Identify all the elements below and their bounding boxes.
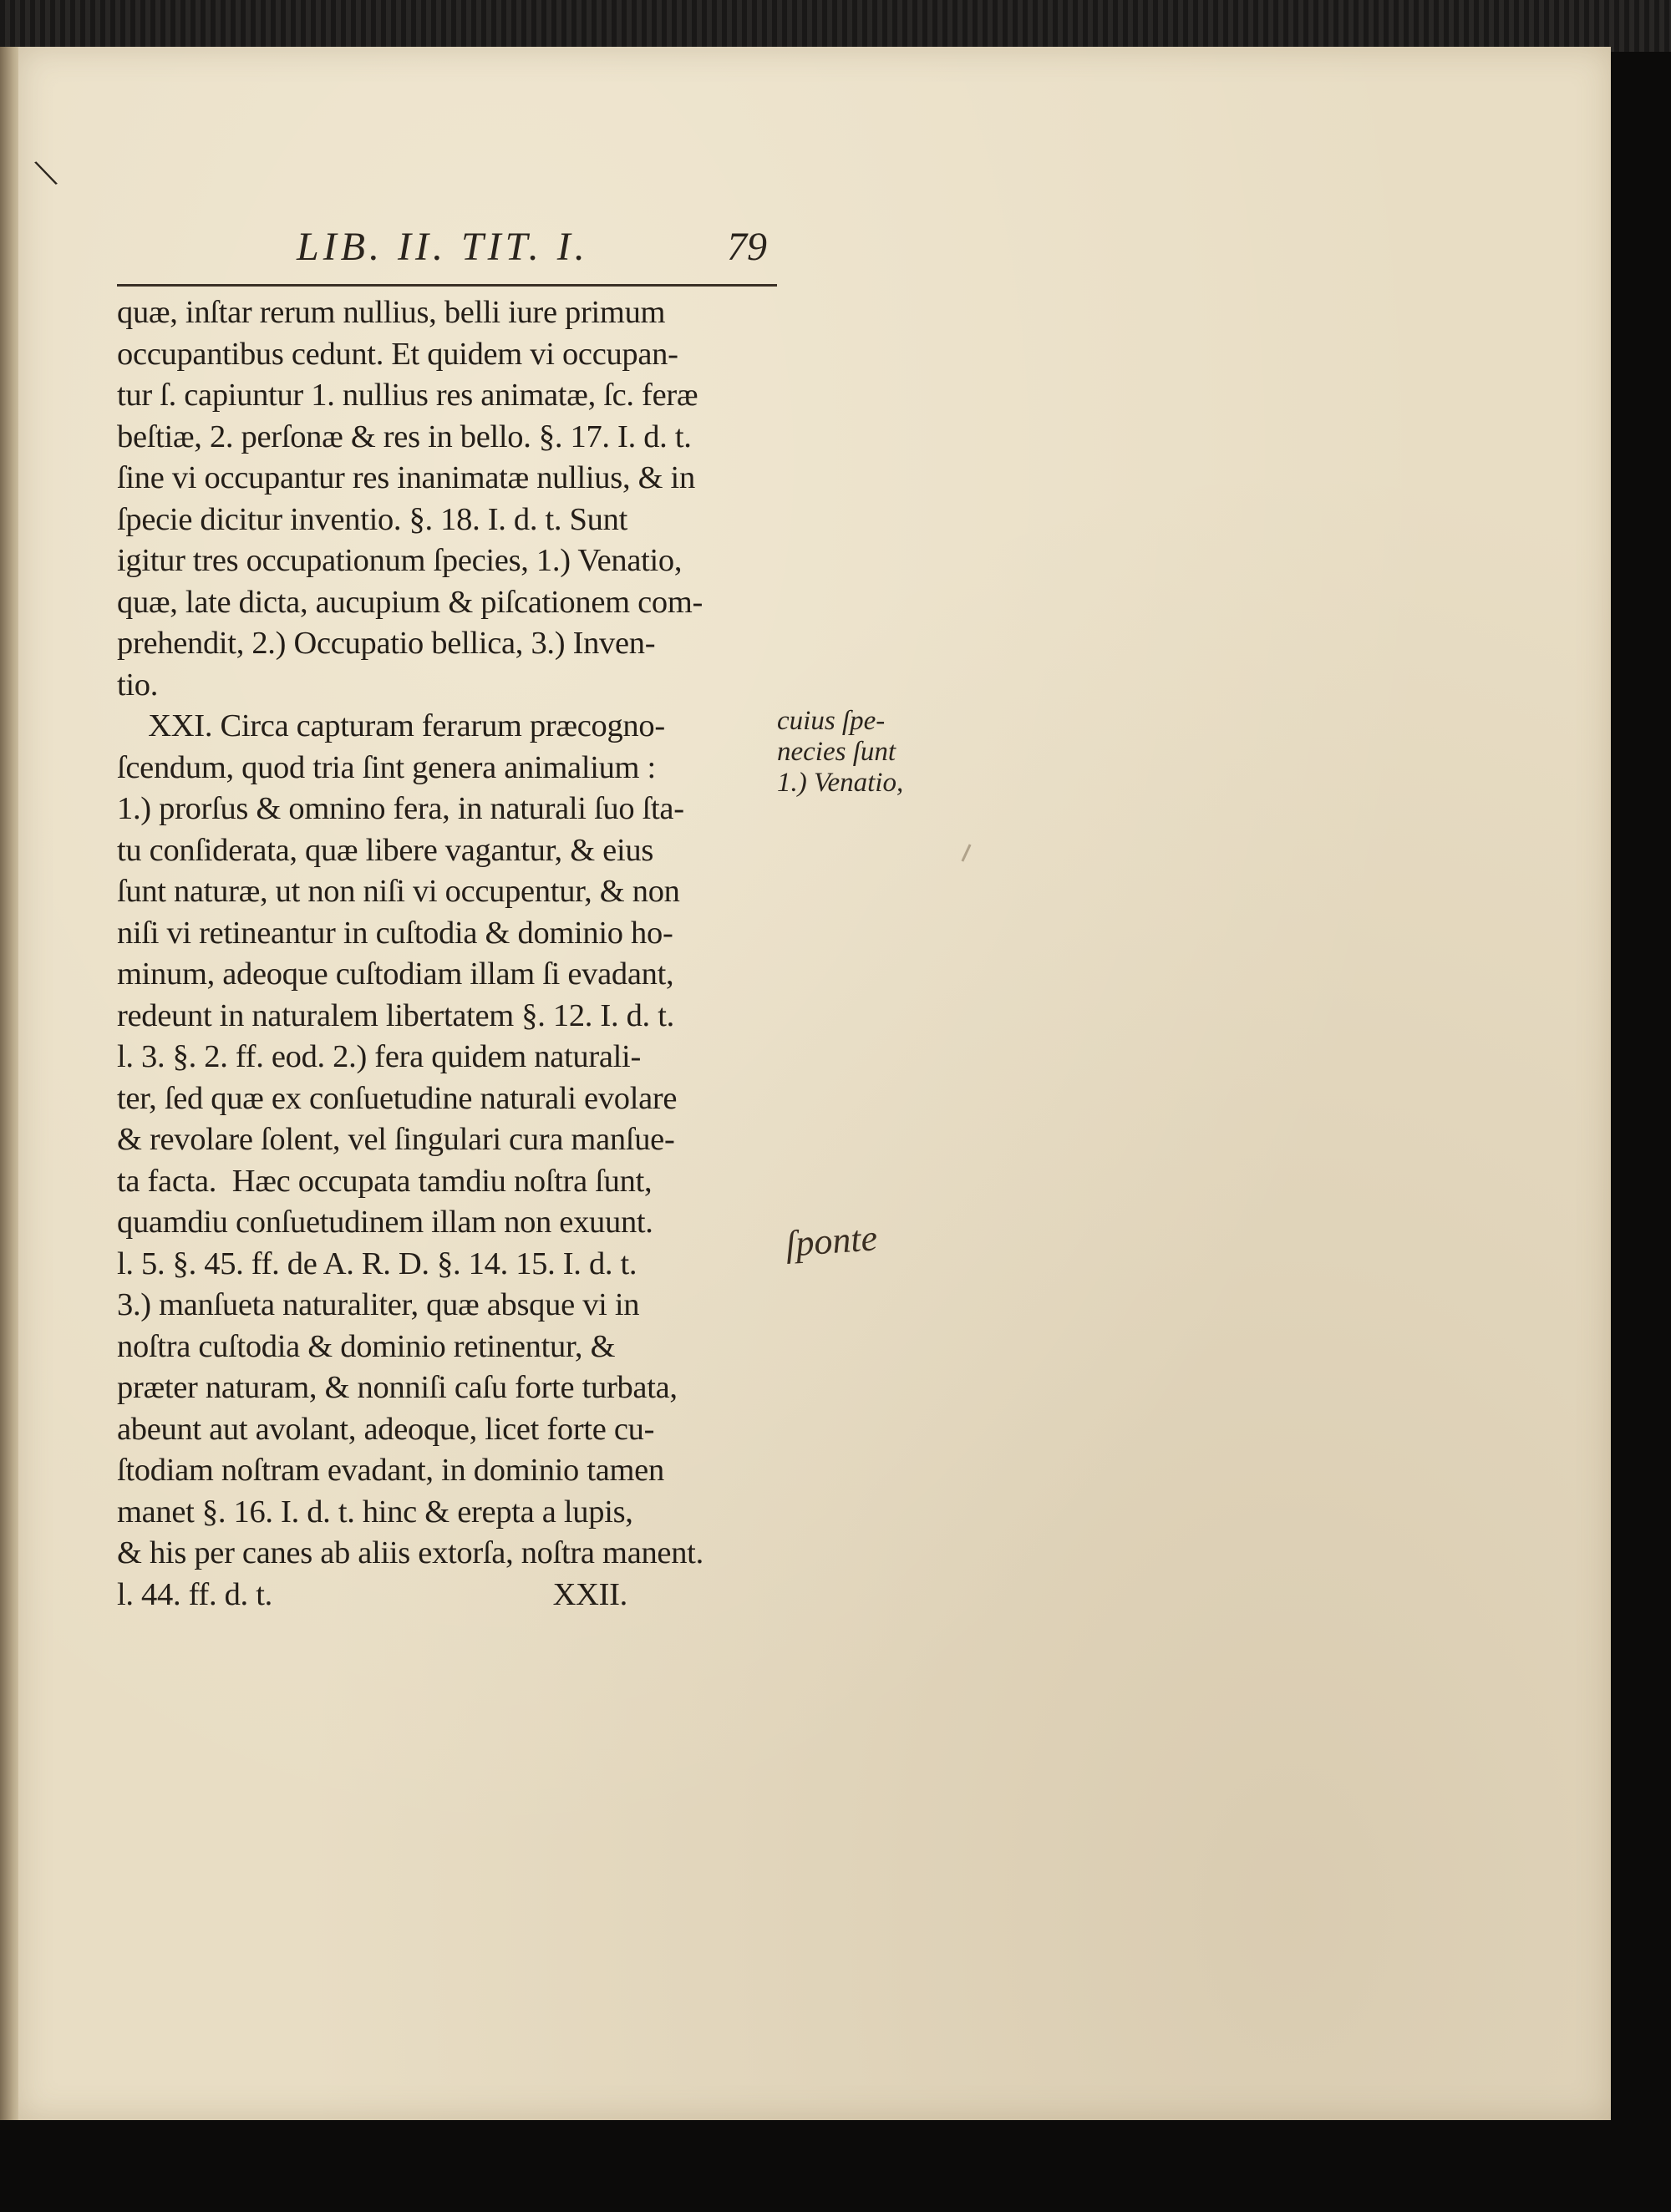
text-line: & revolare ſolent, vel ſingulari cura manſue- — [117, 1122, 675, 1157]
text-line: quæ, late dicta, aucupium & piſcationem com- — [117, 584, 703, 620]
text-line: ſtodiam noſtram evadant, in dominio tamen — [117, 1453, 664, 1488]
text-line: tu conſiderata, quæ libere vagantur, & eius — [117, 832, 653, 868]
text-line: l. 5. §. 45. ff. de A. R. D. §. 14. 15. I. d. t. — [117, 1246, 637, 1281]
text-line: manet §. 16. I. d. t. hinc & erepta a lupis, — [117, 1494, 633, 1530]
header-rule — [117, 284, 777, 287]
body-text — [117, 292, 785, 1616]
text-line: beſtiæ, 2. perſonæ & res in bello. §. 17. I. d. t. — [117, 419, 692, 454]
text-line: XXI. Circa capturam ferarum præcogno- — [117, 708, 665, 743]
text-line: quæ, inſtar rerum nullius, belli iure primum — [117, 295, 666, 330]
text-line: ter, ſed quæ ex conſuetudine naturali evolare — [117, 1080, 678, 1116]
text-line: ta facta. Hæc occupata tamdiu noſtra ſunt, — [117, 1163, 653, 1199]
scan-top-border — [0, 0, 1671, 52]
text-line: abeunt aut avolant, adeoque, licet forte cu- — [117, 1411, 655, 1447]
text-line: igitur tres occupationum ſpecies, 1.) Venatio, — [117, 543, 683, 578]
text-line: redeunt in naturalem libertatem §. 12. I. d. t. — [117, 997, 674, 1033]
page-header — [117, 224, 777, 276]
handwritten-annotation: ſponte — [784, 1217, 879, 1265]
text-line: ſine vi occupantur res inanimatæ nullius, & in — [117, 460, 695, 495]
text-line: ſpecie dicitur inventio. §. 18. I. d. t. Sunt — [117, 501, 627, 537]
text-line: l. 44. ff. d. t. XXII. — [117, 1576, 627, 1612]
text-line: niſi vi retineantur in cuſtodia & dominio ho- — [117, 915, 673, 951]
text-line: prehendit, 2.) Occupatio bellica, 3.) Inven- — [117, 626, 656, 661]
text-line: præter naturam, & nonniſi caſu forte turbata, — [117, 1370, 678, 1405]
stray-pencil-mark: \ — [30, 149, 62, 198]
text-line: tur ſ. capiuntur 1. nullius res animatæ, ſc. feræ — [117, 378, 698, 413]
page-number: 79 — [727, 225, 767, 269]
running-head: LIB. II. TIT. I. — [297, 225, 589, 269]
margin-note: cuius ſpe- necies ſunt 1.) Venatio, — [777, 706, 904, 798]
text-line: 1.) prorſus & omnino fera, in naturali ſuo ſta- — [117, 791, 684, 826]
text-line: ſunt naturæ, ut non niſi vi occupentur, & non — [117, 874, 680, 909]
text-line: ſcendum, quod tria ſint genera animalium : — [117, 749, 656, 785]
text-line: tio. — [117, 667, 159, 703]
text-line: minum, adeoque cuſtodiam illam ſi evadant, — [117, 956, 674, 992]
text-line: & his per canes ab aliis extorſa, noſtra manent. — [117, 1535, 703, 1570]
text-line: noſtra cuſtodia & dominio retinentur, & — [117, 1328, 616, 1364]
text-line: 3.) manſueta naturaliter, quæ absque vi in — [117, 1287, 640, 1322]
text-line: l. 3. §. 2. ff. eod. 2.) fera quidem naturali- — [117, 1039, 641, 1074]
text-line: quamdiu conſuetudinem illam non exuunt. — [117, 1205, 653, 1240]
text-line: occupantibus cedunt. Et quidem vi occupan- — [117, 336, 678, 372]
